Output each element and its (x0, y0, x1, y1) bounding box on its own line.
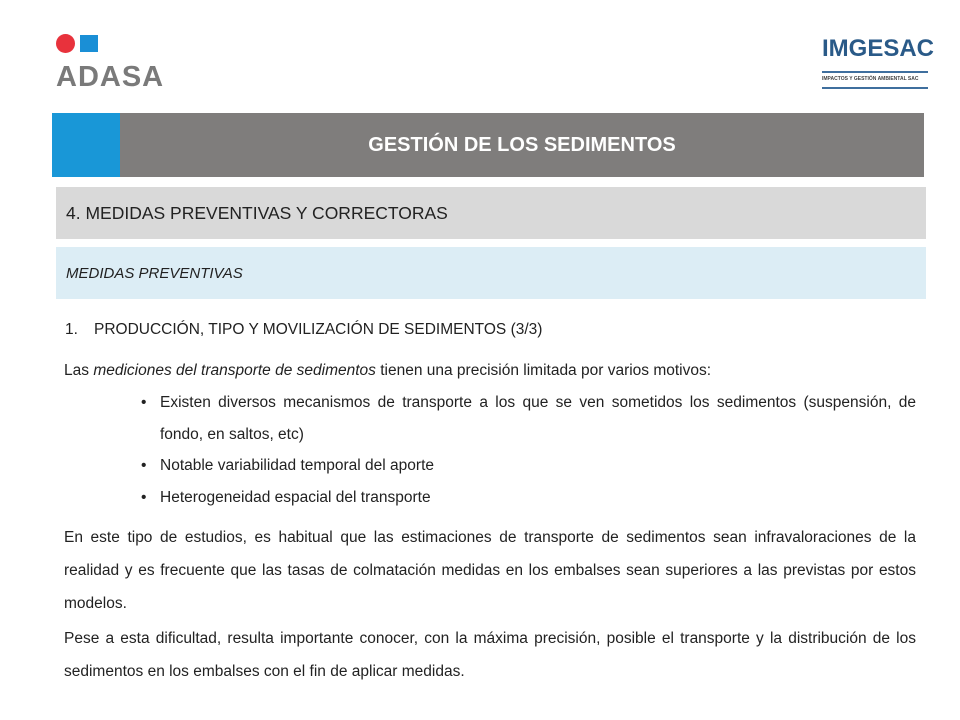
paragraph-estimations: En este tipo de estudios, es habitual que las estimaciones de transporte de sedimentos sean infravaloraciones de la realidad y es frecuente que las tasas de colmatación medidas en los embalses sean superiores a las previstas por estos modelos. (64, 529, 916, 612)
page-title: GESTIÓN DE LOS SEDIMENTOS (120, 113, 924, 177)
adasa-red-dot-icon (56, 34, 75, 53)
list-item-text: Heterogeneidad espacial del transporte (160, 488, 431, 506)
numbered-item-number: 1. (65, 321, 78, 338)
title-accent-block (52, 113, 120, 177)
intro-text-end: tienen una precisión limitada por varios motivos: (375, 362, 712, 379)
adasa-logo-text: ADASA (56, 61, 165, 93)
imgesac-divider-top (822, 71, 928, 73)
section-heading: 4. MEDIDAS PREVENTIVAS Y CORRECTORAS (56, 187, 926, 239)
adasa-blue-square-icon (80, 35, 98, 52)
bullet-icon: • (141, 394, 147, 411)
bullet-icon: • (141, 488, 147, 506)
subsection-heading: MEDIDAS PREVENTIVAS (56, 247, 926, 299)
imgesac-logo-text: IMGESAC (822, 35, 935, 62)
adasa-logo (56, 34, 176, 96)
list-item-text: Notable variabilidad temporal del aporte (160, 457, 434, 474)
list-item (141, 387, 916, 450)
imgesac-logo (820, 35, 935, 96)
bullet-list (141, 387, 916, 513)
intro-paragraph (64, 354, 916, 387)
list-item (141, 482, 916, 514)
imgesac-tagline: IMPACTOS Y GESTIÓN AMBIENTAL SAC (822, 76, 919, 82)
list-item (141, 450, 916, 482)
imgesac-divider-bottom (822, 87, 928, 89)
intro-text-start: Las (64, 362, 94, 379)
title-bar (52, 113, 924, 177)
bullet-icon: • (141, 457, 147, 474)
paragraph-conclusion: Pese a esta dificultad, resulta importante conocer, con la máxima precisión, posible el transporte y la distribución de los sedimentos en los embalses con el fin de aplicar medidas. (64, 630, 916, 680)
intro-emphasis: mediciones del transporte de sedimentos (93, 362, 376, 379)
list-item-text: Existen diversos mecanismos de transporte a los que se ven sometidos los sedimentos (suspensión, de fondo, en saltos, etc) (160, 394, 916, 443)
numbered-item-text: PRODUCCIÓN, TIPO Y MOVILIZACIÓN DE SEDIMENTOS (3/3) (94, 321, 543, 338)
